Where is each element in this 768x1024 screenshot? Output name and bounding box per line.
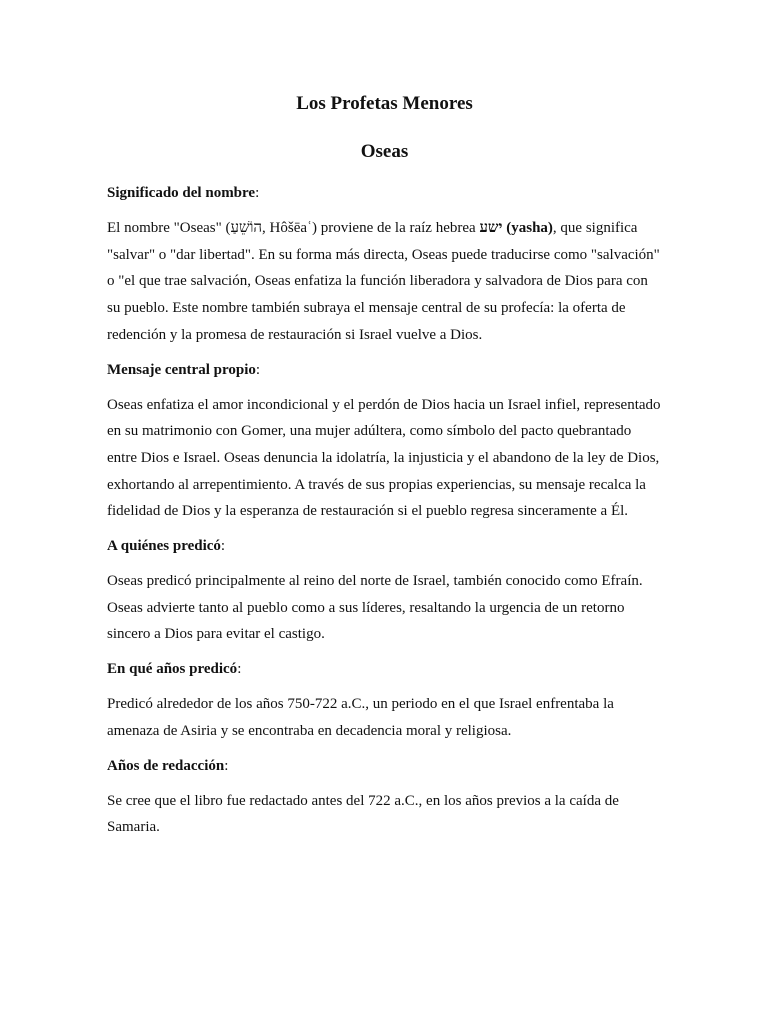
document-title: Los Profetas Menores [296,93,473,114]
paragraph-text: , que significa "salvar" o "dar libertad". En su forma más directa, Oseas puede traducirse como "salvación" o "el que trae salvación, Oseas enfatiza la función liberadora y salvadora de Dios para con su pueblo. Este nombre también subraya el mensaje central de su profecía: la oferta de redención y la promesa de restauración si Israel vuelve a Dios. [107,220,660,343]
section-heading-text: Años de redacción [107,757,225,774]
section-paragraph-a-quienes: Oseas predicó principalmente al reino del norte de Israel, también conocido como Efraín. Oseas advierte tanto al pueblo como a sus líderes, resaltando la urgencia de un retorno sincero a Dios para evitar el castigo. [107,573,643,643]
section-paragraph-significado [107,215,662,349]
heading-colon: : [255,185,260,201]
section-heading-text: En qué años predicó [107,661,238,678]
hebrew-root-term: ישע (yasha) [479,220,553,236]
section-heading-mensaje [107,357,662,383]
heading-colon: : [220,538,226,555]
paragraph-text: El nombre "Oseas" (הוֹשֵׁעַ, Hôšēaʿ) proviene de la raíz hebrea [107,220,480,236]
section-heading-text: Mensaje central propio [107,361,256,378]
heading-colon: : [237,661,242,678]
heading-colon: : [224,757,229,774]
heading-colon: : [255,361,261,378]
section-paragraph-mensaje: Oseas enfatiza el amor incondicional y el perdón de Dios hacia un Israel infiel, representado en su matrimonio con Gomer, una mujer adúltera, como símbolo del pacto quebrantado entre Dios e Israel. Oseas denuncia la idolatría, la injusticia y el abandono de la ley de Dios, exhortando al arrepentimiento. A través de sus propias experiencias, su mensaje recalca la fidelidad de Dios y la esperanza de restauración si el pueblo regresa sinceramente a Él. [107,396,661,520]
section-heading-significado [107,180,662,206]
section-paragraph-redaccion: Se cree que el libro fue redactado antes del 722 a.C., en los años previos a la caída de Samaria. [107,792,619,836]
section-heading-redaccion [107,753,662,779]
section-heading-text: Significado del nombre [107,185,256,201]
document-subtitle: Oseas [360,141,409,162]
section-paragraph-anos-predico: Predicó alrededor de los años 750-722 a.C., un periodo en el que Israel enfrentaba la amenaza de Asiria y se encontraba en decadencia moral y religiosa. [107,696,614,739]
section-heading-anos-predico [107,656,662,682]
section-heading-text: A quiénes predicó [107,538,221,555]
section-heading-a-quienes [107,533,662,559]
